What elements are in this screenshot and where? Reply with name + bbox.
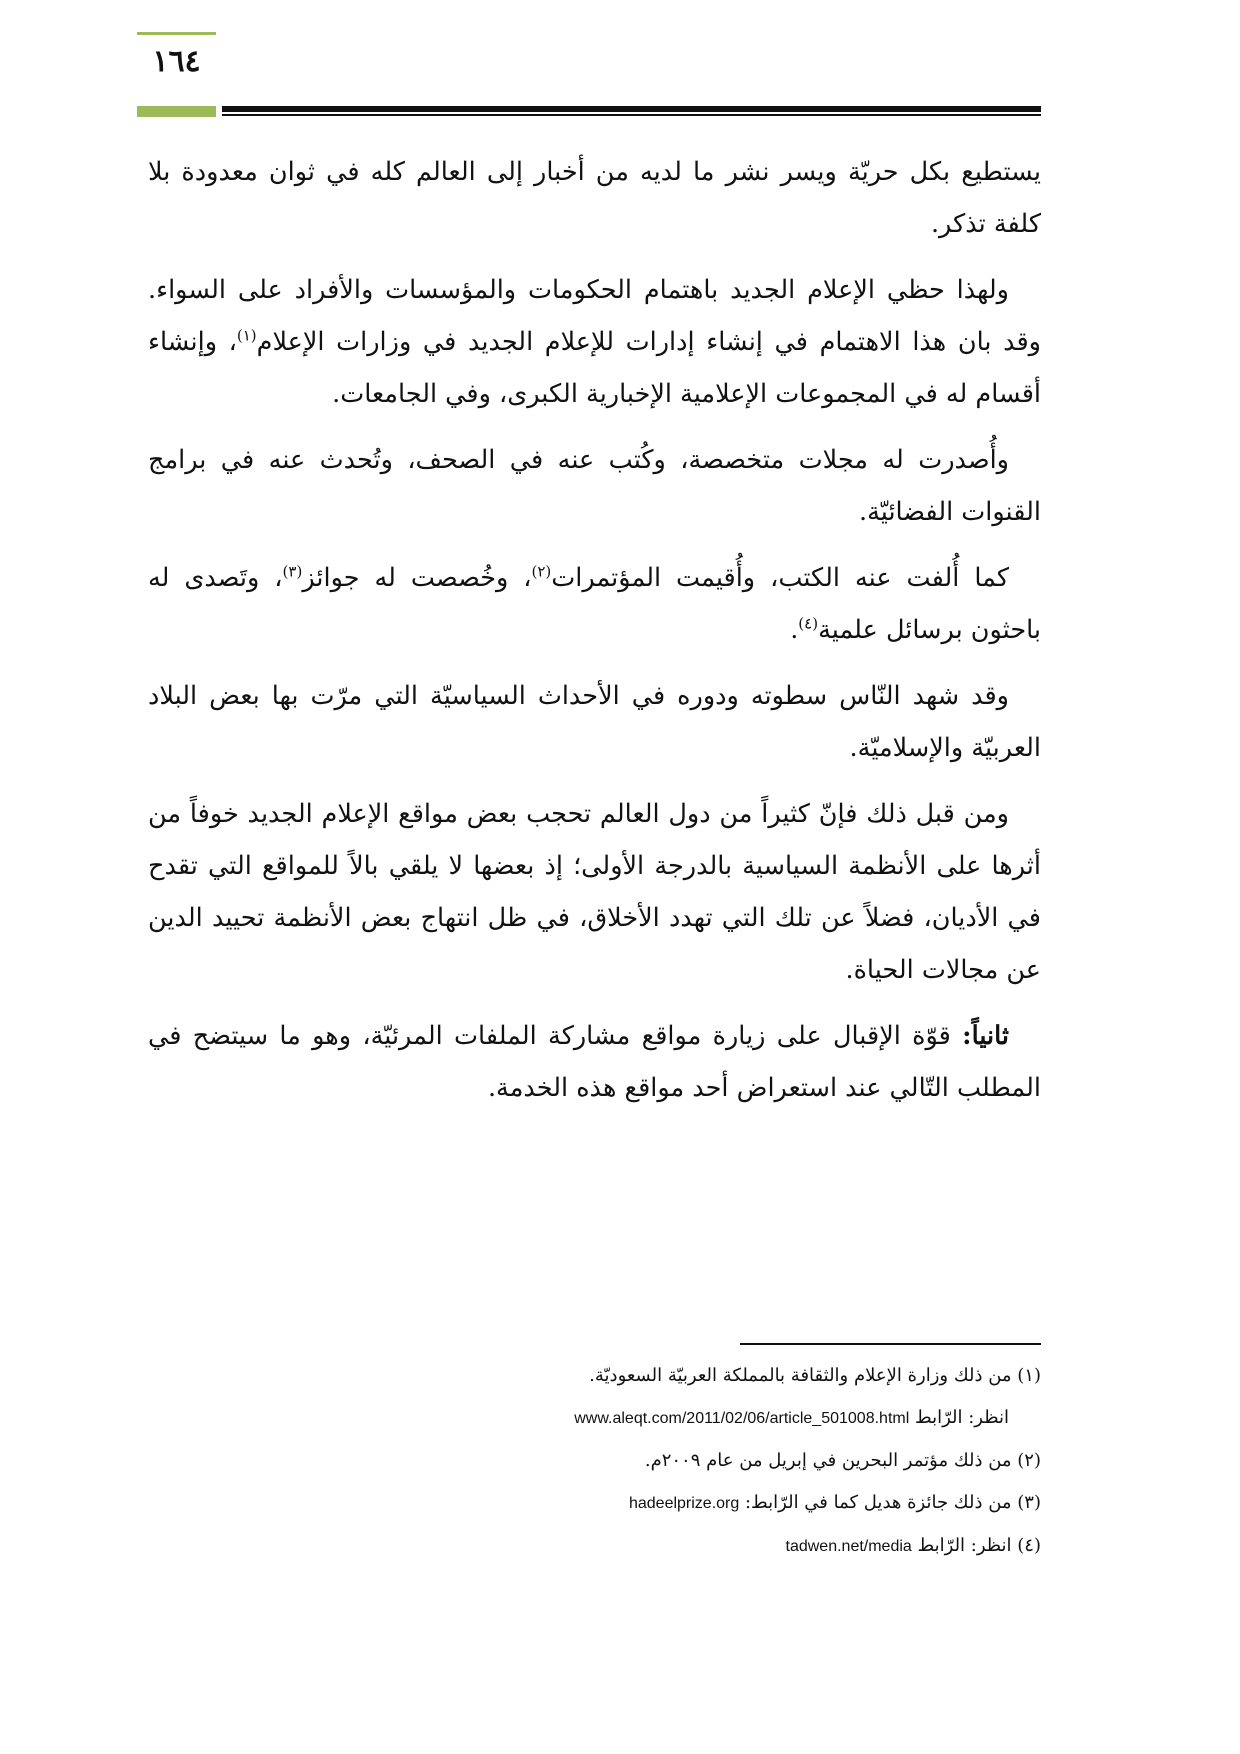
footnote-1 bbox=[440, 1355, 1041, 1397]
header-rule-thick bbox=[222, 106, 1041, 112]
footnote-3-label: (٣) من ذلك جائزة هديل كما في الرّابط: bbox=[739, 1492, 1041, 1513]
paragraph-7-text: قوّة الإقبال على زيارة مواقع مشاركة الملفات المرئيّة، وهو ما سيتضح في المطلب التّالي عند استعراض أحد مواقع هذه الخدمة. bbox=[148, 1021, 1041, 1103]
paragraph-5-text: وقد شهد النّاس سطوته ودوره في الأحداث السياسيّة التي مرّت بها بعض البلاد العربيّة والإسلاميّة. bbox=[148, 681, 1041, 763]
footnote-1-text: (١) من ذلك وزارة الإعلام والثقافة بالمملكة العربيّة السعوديّة. bbox=[589, 1365, 1041, 1386]
footnote-ref-4[interactable]: (٤) bbox=[798, 614, 819, 633]
header-rule-thin bbox=[222, 114, 1041, 116]
paragraph-2-text-a: ولهذا حظي الإعلام الجديد باهتمام الحكومات والمؤسسات والأفراد على السواء. وقد بان هذا الاهتمام في إنشاء إدارات للإعلام الجديد في وزارات الإعلام bbox=[148, 275, 1041, 357]
header-green-bar bbox=[137, 106, 216, 117]
paragraph-2-text-b: ، وإنشاء أقسام له في المجموعات الإعلامية الإخبارية الكبرى، وفي الجامعات. bbox=[148, 327, 1041, 409]
footnote-ref-3[interactable]: (٣) bbox=[282, 562, 303, 581]
paragraph-1-text: يستطيع بكل حريّة ويسر نشر ما لديه من أخبار إلى العالم كله في ثوان معدودة بلا كلفة تذكر. bbox=[148, 157, 1041, 239]
paragraph-1 bbox=[148, 146, 1041, 250]
footnote-3 bbox=[440, 1482, 1041, 1525]
paragraph-4-text-a: كما أُلفت عنه الكتب، وأُقيمت المؤتمرات bbox=[551, 563, 1009, 593]
footnote-separator bbox=[740, 1343, 1041, 1345]
paragraph-6-text: ومن قبل ذلك فإنّ كثيراً من دول العالم تحجب بعض مواقع الإعلام الجديد خوفاً من أثرها على الأنظمة السياسية بالدرجة الأولى؛ إذ بعضها لا يلقي بالاً للمواقع التي تقدح في الأديان، فضلاً عن تلك التي تهدد الأخلاق، في ظل انتهاج بعض الأنظمة تحييد الدين عن مجالات الحياة. bbox=[148, 799, 1041, 985]
footnotes bbox=[440, 1355, 1041, 1568]
header-accent-line bbox=[137, 32, 216, 35]
paragraph-6 bbox=[148, 788, 1041, 996]
paragraph-4-text-d: . bbox=[790, 615, 799, 645]
footnote-4-link[interactable]: tadwen.net/media bbox=[785, 1538, 912, 1555]
page-header bbox=[0, 0, 1240, 130]
paragraph-2 bbox=[148, 264, 1041, 420]
page-number: ١٦٤ bbox=[152, 44, 201, 79]
footnote-ref-1[interactable]: (١) bbox=[236, 326, 257, 345]
footnote-1-link-label: انظر: الرّابط bbox=[909, 1407, 1009, 1428]
paragraph-4-text-b: ، وخُصصت له جوائز bbox=[302, 563, 532, 593]
paragraph-7 bbox=[148, 1010, 1041, 1114]
footnote-4-label: (٤) انظر: الرّابط bbox=[911, 1535, 1041, 1556]
footnote-4 bbox=[440, 1525, 1041, 1568]
footnote-1-link[interactable]: www.aleqt.com/2011/02/06/article_501008.html bbox=[574, 1410, 910, 1427]
footnote-ref-2[interactable]: (٢) bbox=[531, 562, 552, 581]
section-label: ثانياً: bbox=[962, 1021, 1009, 1051]
footnote-1-link-line bbox=[440, 1397, 1041, 1440]
paragraph-4-text-c: ، وتَصدى له باحثون برسائل علمية bbox=[148, 563, 1041, 645]
main-text bbox=[148, 146, 1041, 1128]
footnote-3-link[interactable]: hadeelprize.org bbox=[628, 1495, 740, 1512]
paragraph-3-text: وأُصدرت له مجلات متخصصة، وكُتب عنه في الصحف، وتُحدث عنه في برامج القنوات الفضائيّة. bbox=[148, 445, 1041, 527]
paragraph-5 bbox=[148, 670, 1041, 774]
footnote-2-text: (٢) من ذلك مؤتمر البحرين في إبريل من عام ٢٠٠٩م. bbox=[644, 1450, 1041, 1471]
paragraph-4 bbox=[148, 552, 1041, 656]
footnote-2 bbox=[440, 1440, 1041, 1482]
paragraph-3 bbox=[148, 434, 1041, 538]
